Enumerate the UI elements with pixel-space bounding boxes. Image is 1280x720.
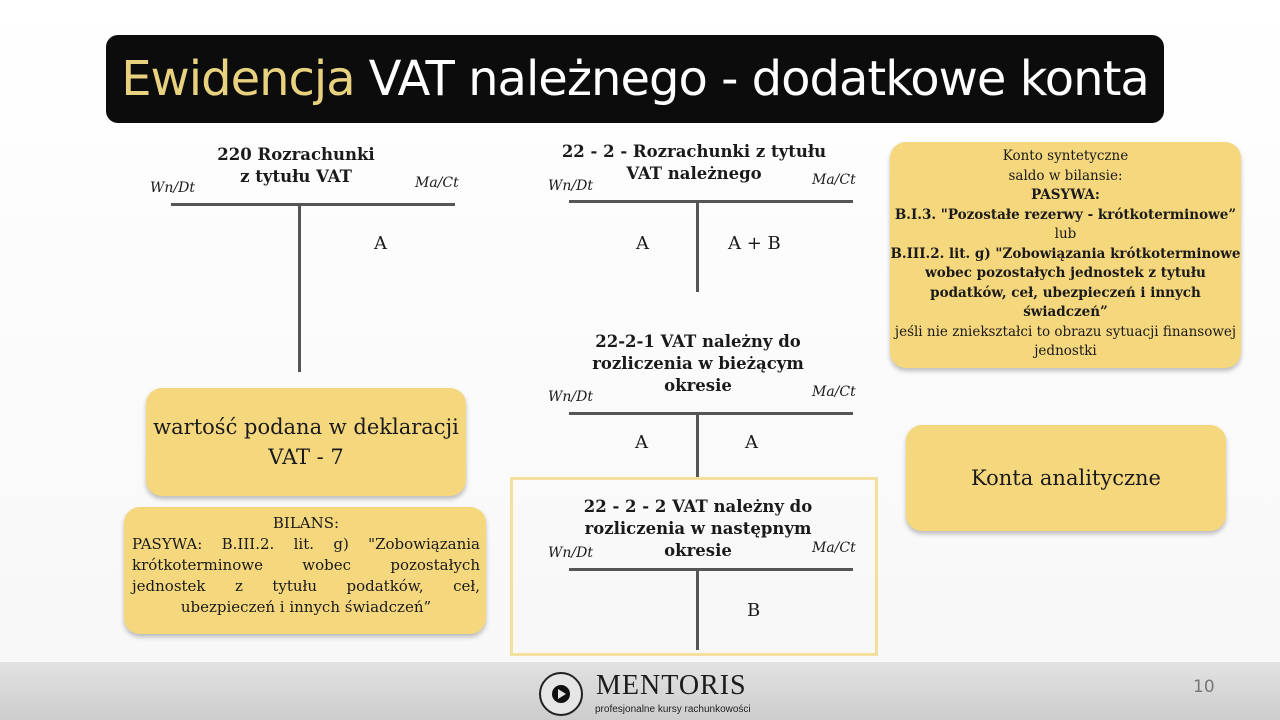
- account-22-2-t-horizontal: [569, 200, 853, 203]
- account-22-2-2-t-horizontal: [569, 568, 853, 571]
- account-22-2-1-t-vertical: [696, 414, 699, 477]
- account-22-2-title: 22 - 2 - Rozrachunki z tytułu VAT należnego: [561, 142, 827, 183]
- account-220-debit-label: Wn/Dt: [150, 180, 195, 196]
- account-22-2-2-credit-entry: B: [747, 600, 761, 621]
- slide-title-accent: Ewidencja: [121, 51, 355, 107]
- account-22-2-debit-entry: A: [636, 233, 649, 254]
- declaration-note: wartość podana w deklaracji VAT - 7: [146, 388, 466, 496]
- brand-tagline: profesjonalne kursy rachunkowości: [595, 704, 751, 715]
- bilans-note: BILANS: PASYWA: B.III.2. lit. g) "Zobowiązania krótkoterminowe wobec pozostałych jednostek z tytułu podatków, ceł, ubezpieczeń i innych świadczeń”: [124, 507, 486, 634]
- account-22-2-2-title: 22 - 2 - 2 VAT należny do rozliczenia w następnym okresie: [583, 497, 813, 560]
- account-22-2-credit-entry: A + B: [728, 233, 781, 254]
- account-22-2-1-t-horizontal: [569, 412, 853, 415]
- account-22-2-t-vertical: [696, 202, 699, 292]
- account-22-2-2-credit-label: Ma/Ct: [812, 540, 856, 556]
- play-logo-icon[interactable]: [539, 672, 583, 716]
- brand-name: MENTORIS: [596, 670, 747, 701]
- account-22-2-2-t-vertical: [696, 570, 699, 650]
- account-22-2-2-debit-label: Wn/Dt: [548, 545, 593, 561]
- account-220-t-horizontal: [171, 203, 455, 206]
- slide-title: [106, 35, 1164, 123]
- account-22-2-1-credit-entry: A: [745, 432, 758, 453]
- account-220-title: 220 Rozrachunki z tytułu VAT: [217, 145, 375, 186]
- synthetic-account-note: Konto syntetyczne saldo w bilansie: PASYWA: B.I.3. "Pozostałe rezerwy - krótkoterminowe” lub B.III.2. lit. g) "Zobowiązania krótkoterminowe wobec pozostałych jednostek z tytułu podatków, ceł, ubezpieczeń i innych świadczeń” jeśli nie zniekształci to obrazu sytuacji finansowej jednostki: [890, 142, 1241, 368]
- account-220-credit-label: Ma/Ct: [415, 175, 459, 191]
- account-22-2-1-debit-entry: A: [635, 432, 648, 453]
- account-220-t-vertical: [298, 205, 301, 372]
- account-22-2-1-title: 22-2-1 VAT należny do rozliczenia w bieżącym okresie: [592, 332, 804, 395]
- account-22-2-credit-label: Ma/Ct: [812, 172, 856, 188]
- footer-bar: [0, 662, 1280, 720]
- account-22-2-1-credit-label: Ma/Ct: [812, 384, 856, 400]
- slide-title-rest: VAT należnego - dodatkowe konta: [368, 51, 1149, 107]
- account-22-2-1-debit-label: Wn/Dt: [548, 389, 593, 405]
- analytic-accounts-note: Konta analityczne: [906, 425, 1226, 531]
- account-22-2-debit-label: Wn/Dt: [548, 178, 593, 194]
- page-number: 10: [1193, 677, 1215, 697]
- account-220-credit-entry: A: [374, 233, 387, 254]
